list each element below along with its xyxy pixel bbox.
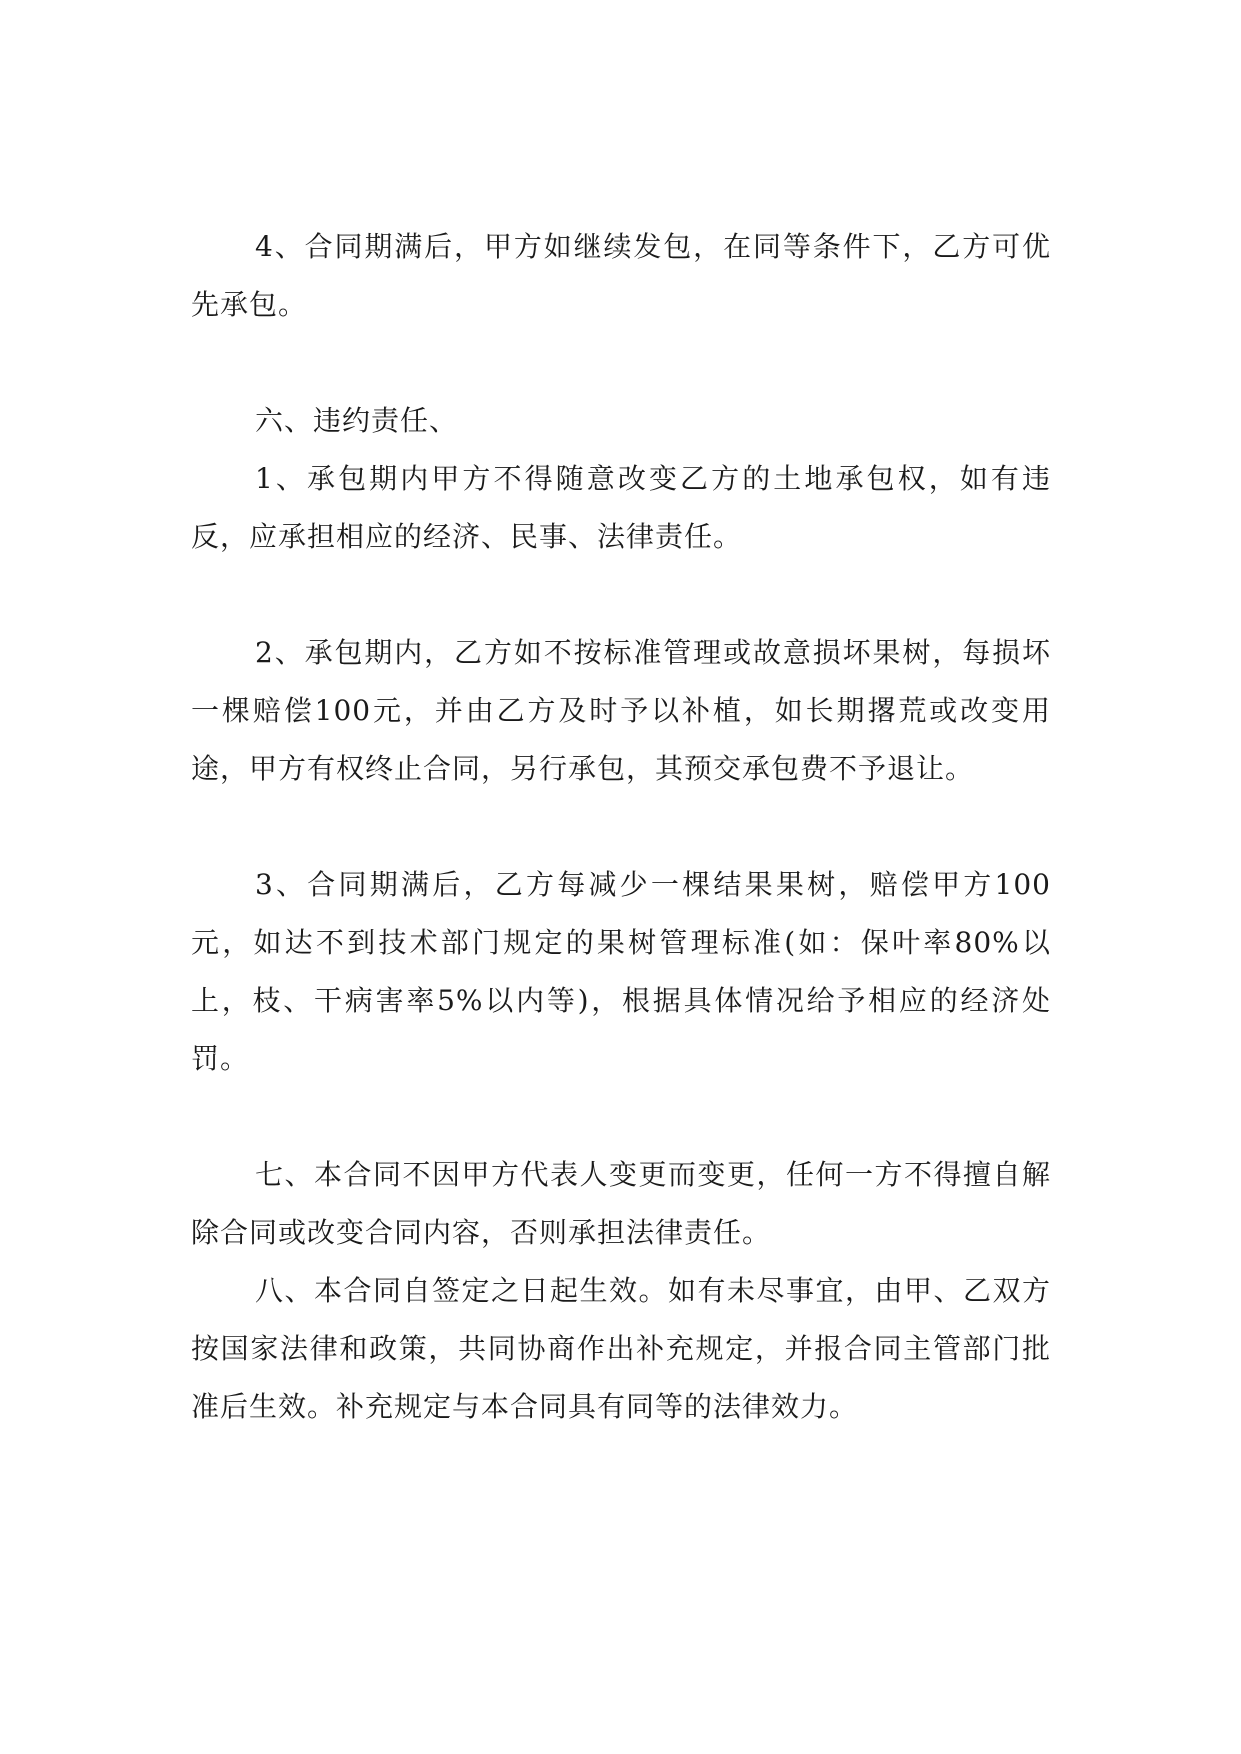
clause-6-3: 3、合同期满后，乙方每减少一棵结果果树，赔偿甲方100元，如达不到技术部门规定的果树管理标准(如：保叶率80%以上，枝、干病害率5%以内等)，根据具体情况给予相应的经济处罚。 xyxy=(191,868,1051,1075)
document-body xyxy=(191,218,1051,1436)
clause-5-4: 4、合同期满后，甲方如继续发包，在同等条件下，乙方可优先承包。 xyxy=(191,230,1051,321)
section-heading-breach: 六、违约责任、 xyxy=(255,404,459,437)
clause-7: 七、本合同不因甲方代表人变更而变更，任何一方不得擅自解除合同或改变合同内容，否则承担法律责任。 xyxy=(191,1158,1051,1249)
clause-6-1: 1、承包期内甲方不得随意改变乙方的土地承包权，如有违反，应承担相应的经济、民事、法律责任。 xyxy=(191,462,1051,553)
clause-8: 八、本合同自签定之日起生效。如有未尽事宜，由甲、乙双方按国家法律和政策，共同协商作出补充规定，并报合同主管部门批准后生效。补充规定与本合同具有同等的法律效力。 xyxy=(191,1274,1051,1423)
clause-6-2: 2、承包期内，乙方如不按标准管理或故意损坏果树，每损坏一棵赔偿100元，并由乙方及时予以补植，如长期撂荒或改变用途，甲方有权终止合同，另行承包，其预交承包费不予退让。 xyxy=(191,636,1051,785)
